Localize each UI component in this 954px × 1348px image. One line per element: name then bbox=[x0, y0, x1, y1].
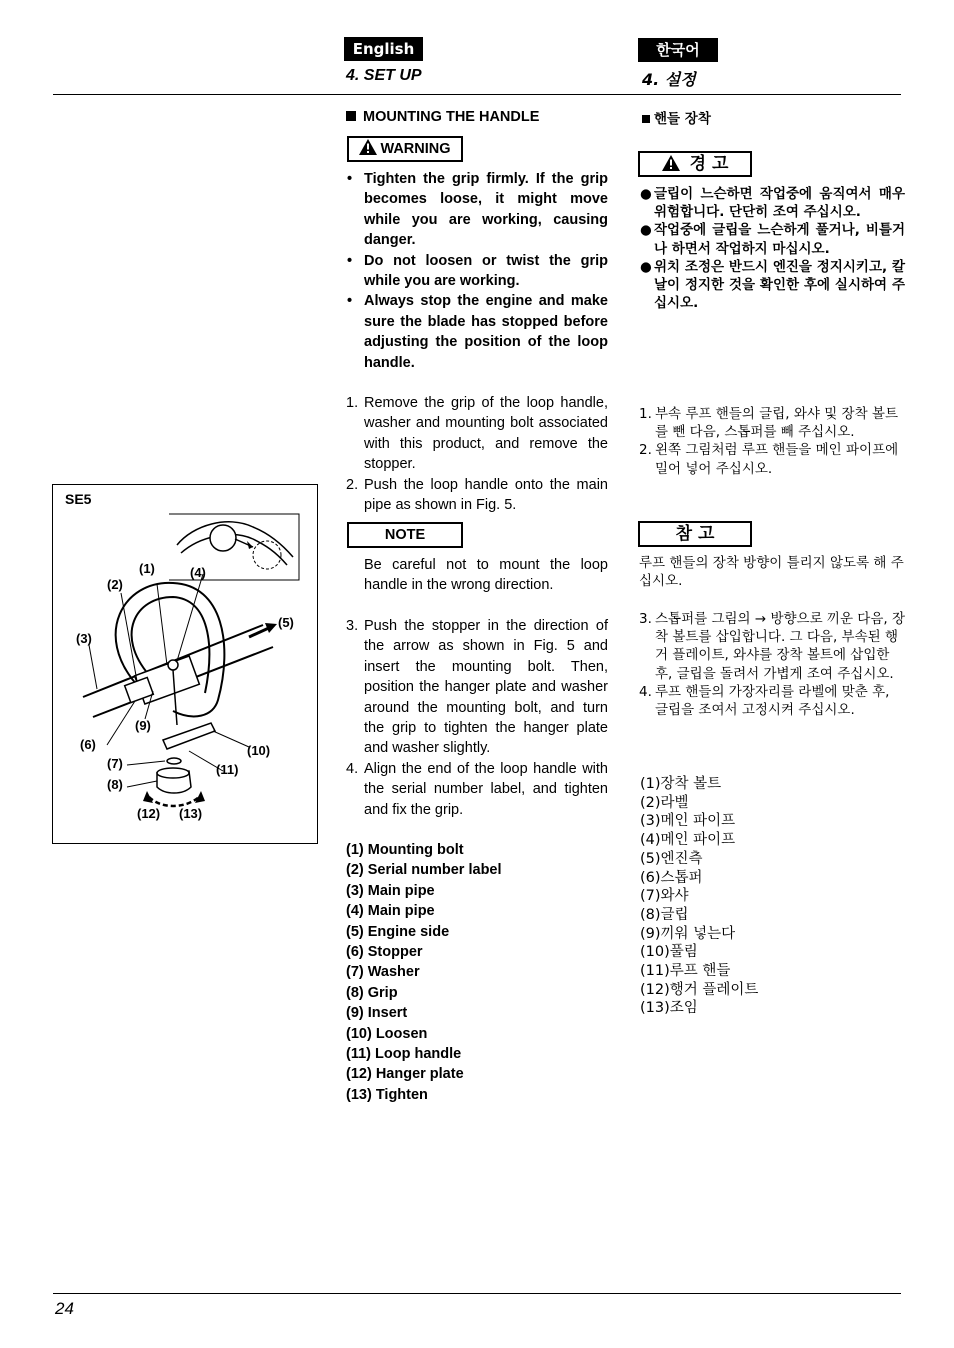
step-item-korean-text: 스톱퍼를 그림의 → 방향으로 끼운 다음, 장착 볼트를 삽입합니다. 그 다음, 부속된 행거 플레이트, 와샤를 장착 볼트에 삽입한 후, 글립을 돌려서 가볍게 조여 주십시오. bbox=[655, 611, 906, 682]
step-item-text: Push the loop handle onto the main pipe as shown in Fig. 5. bbox=[364, 476, 608, 514]
warning-item-text: Always stop the engine and make sure the blade has stopped before adjusting the position of the loop handle. bbox=[364, 293, 608, 371]
warning-triangle-icon bbox=[359, 139, 377, 162]
step-item-number: 3. bbox=[346, 618, 359, 634]
subtitle-english-text: MOUNTING THE HANDLE bbox=[363, 109, 540, 125]
callout-4: (4) bbox=[190, 565, 206, 580]
step-item-number: 4. bbox=[346, 760, 359, 777]
step-item-korean-text: 루프 핸들의 가장자리를 라벨에 맞춘 후, 글립을 조여서 고정시켜 주십시오. bbox=[655, 683, 890, 719]
header-rule bbox=[53, 94, 901, 95]
legend-item: (12) Hanger plate bbox=[346, 1066, 464, 1083]
lang-tag-korean: 한국어 bbox=[638, 38, 718, 62]
legend-item-korean: (3)메인 파이프 bbox=[640, 813, 736, 830]
warning-item-korean bbox=[640, 221, 905, 257]
figure-illustration bbox=[53, 485, 317, 843]
callout-2: (2) bbox=[107, 577, 123, 592]
callout-9: (9) bbox=[135, 718, 151, 733]
legend-item-korean: (10)풀림 bbox=[640, 944, 698, 961]
callout-11: (11) bbox=[216, 762, 239, 777]
legend-item-korean: (9)끼워 넣는다 bbox=[640, 925, 736, 942]
legend-item-korean: (13)조임 bbox=[640, 1000, 698, 1017]
step-item-korean-number: 1. bbox=[639, 406, 652, 422]
warning-item-korean bbox=[640, 185, 905, 221]
step-item-korean-text: 왼쪽 그림처럼 루프 핸들을 메인 파이프에 밀어 넣어 주십시오. bbox=[655, 442, 899, 477]
step-item-korean bbox=[639, 610, 905, 683]
warning-triangle-icon bbox=[662, 155, 680, 177]
subtitle-english bbox=[346, 109, 539, 125]
legend-item-korean: (12)행거 플레이트 bbox=[640, 981, 759, 998]
warning-box-english bbox=[347, 136, 463, 162]
legend-item-korean: (11)루프 핸들 bbox=[640, 963, 731, 980]
legend-item: (6) Stopper bbox=[346, 944, 423, 961]
legend-item: (2) Serial number label bbox=[346, 862, 502, 879]
bullet-dot-icon: ● bbox=[640, 186, 652, 202]
section-title-english: 4. SET UP bbox=[346, 67, 422, 84]
legend-item: (5) Engine side bbox=[346, 923, 450, 940]
warning-item-text: Tighten the grip firmly. If the grip becomes loose, it might move while you are working, causing danger. bbox=[364, 171, 608, 249]
warning-box-korean bbox=[638, 151, 752, 177]
steps-a-korean bbox=[639, 405, 905, 478]
step-item bbox=[346, 616, 608, 759]
callout-5: (5) bbox=[278, 615, 294, 630]
page-number: 24 bbox=[55, 1299, 74, 1318]
legend-korean bbox=[640, 775, 758, 1018]
steps-b-english bbox=[346, 616, 608, 820]
hanger-plate bbox=[163, 723, 215, 749]
figure-id: SE5 bbox=[65, 491, 92, 507]
legend-item: (13) Tighten bbox=[346, 1086, 428, 1103]
warning-label-english: WARNING bbox=[380, 141, 451, 157]
step-item-korean-number: 4. bbox=[639, 683, 652, 700]
step-item bbox=[346, 759, 608, 820]
callout-1: (1) bbox=[139, 561, 155, 576]
warning-item-korean-text: 작업중에 글립을 느슨하게 풀거나, 비틀거나 하면서 작업하지 마십시오. bbox=[654, 222, 905, 257]
section-title-korean: 4. 설정 bbox=[642, 70, 696, 89]
callout-7: (7) bbox=[107, 756, 123, 771]
figure-se5 bbox=[52, 484, 318, 844]
step-item-korean-text: 부속 루프 핸들의 글립, 와샤 및 장착 볼트를 뺀 다음, 스톱퍼를 빼 주십시오. bbox=[655, 406, 898, 441]
callout-12: (12) bbox=[137, 806, 161, 821]
legend-english bbox=[346, 840, 502, 1105]
legend-item: (8) Grip bbox=[346, 984, 398, 1001]
warning-item bbox=[346, 251, 608, 292]
step-item-korean bbox=[639, 405, 905, 441]
legend-item: (1) Mounting bolt bbox=[346, 842, 464, 858]
legend-item: (3) Main pipe bbox=[346, 882, 435, 899]
warning-item-text: Do not loosen or twist the grip while you are working. bbox=[364, 252, 608, 290]
steps-b-korean bbox=[639, 610, 905, 719]
legend-item: (11) Loop handle bbox=[346, 1046, 462, 1063]
square-bullet-icon bbox=[346, 111, 356, 121]
note-box-english bbox=[347, 522, 463, 548]
step-item-text: Push the stopper in the direction of the arrow as shown in Fig. 5 and insert the mounting bolt. Then, position the hanger plate and washer around the mounting bolt, and turn the grip to tighten the hanger plate and washer slightly. bbox=[364, 618, 608, 757]
note-text-english: Be careful not to mount the loop handle in the wrong direction. bbox=[364, 557, 608, 594]
square-bullet-icon bbox=[642, 115, 650, 123]
warning-item bbox=[346, 291, 608, 373]
footer-rule bbox=[53, 1293, 901, 1294]
step-item-korean bbox=[639, 683, 905, 719]
callout-10: (10) bbox=[247, 743, 271, 758]
steps-a-english bbox=[346, 393, 608, 515]
bullet-dot-icon: ● bbox=[640, 258, 652, 275]
washer bbox=[167, 758, 181, 764]
step-item-korean-number: 3. bbox=[639, 611, 652, 627]
lang-tag-english: English bbox=[344, 37, 423, 61]
warning-item bbox=[346, 169, 608, 251]
step-item-number: 2. bbox=[346, 476, 359, 493]
warning-item-korean-text: 글립이 느슨하면 작업중에 움직여서 매우 위험합니다. 단단히 조여 주십시오. bbox=[654, 186, 905, 221]
step-item-number: 1. bbox=[346, 395, 359, 411]
warning-item-korean-text: 위치 조정은 반드시 엔진을 정지시키고, 칼날이 정지한 것을 확인한 후에 실시하여 주십시오. bbox=[654, 258, 905, 312]
legend-item-korean: (6)스톱퍼 bbox=[640, 869, 703, 886]
legend-item-korean: (1)장착 볼트 bbox=[640, 776, 722, 792]
legend-item-korean: (5)엔진측 bbox=[640, 850, 703, 867]
callout-3: (3) bbox=[76, 631, 92, 646]
legend-item-korean: (7)와샤 bbox=[640, 888, 689, 905]
note-label-english: NOTE bbox=[384, 527, 426, 543]
step-item-text: Remove the grip of the loop handle, washer and mounting bolt associated with this product, and remove the stopper. bbox=[364, 395, 608, 473]
legend-item: (7) Washer bbox=[346, 964, 420, 981]
warning-item-korean bbox=[640, 258, 905, 313]
step-item-text: Align the end of the loop handle with the serial number label, and tighten and fix the grip. bbox=[364, 760, 608, 818]
subtitle-korean bbox=[642, 110, 711, 128]
warning-label-korean: 경 고 bbox=[689, 154, 729, 174]
callout-13: (13) bbox=[179, 806, 203, 821]
rotation-arrow bbox=[149, 797, 199, 806]
legend-item: (4) Main pipe bbox=[346, 903, 435, 920]
callout-6: (6) bbox=[80, 737, 96, 752]
step-item-korean-number: 2. bbox=[639, 442, 652, 459]
callout-8: (8) bbox=[107, 777, 123, 792]
legend-item-korean: (2)라벨 bbox=[640, 794, 689, 811]
legend-item: (9) Insert bbox=[346, 1005, 408, 1022]
step-item-korean bbox=[639, 441, 905, 477]
warning-list-korean bbox=[640, 185, 905, 312]
subtitle-korean-text: 핸들 장착 bbox=[654, 111, 711, 127]
warning-list-english bbox=[346, 169, 608, 373]
legend-item-korean: (4)메인 파이프 bbox=[640, 832, 736, 849]
note-label-korean: 참 고 bbox=[675, 524, 715, 544]
legend-item: (10) Loosen bbox=[346, 1025, 428, 1042]
legend-item-korean: (8)글립 bbox=[640, 906, 689, 923]
bullet-dot-icon: ● bbox=[640, 222, 652, 239]
inset-detail-circle bbox=[210, 525, 236, 551]
note-box-korean bbox=[638, 521, 752, 547]
step-item bbox=[346, 393, 608, 475]
step-item bbox=[346, 475, 608, 516]
note-text-korean: 루프 핸들의 장착 방향이 틀리지 않도록 해 주십시오. bbox=[639, 555, 904, 590]
